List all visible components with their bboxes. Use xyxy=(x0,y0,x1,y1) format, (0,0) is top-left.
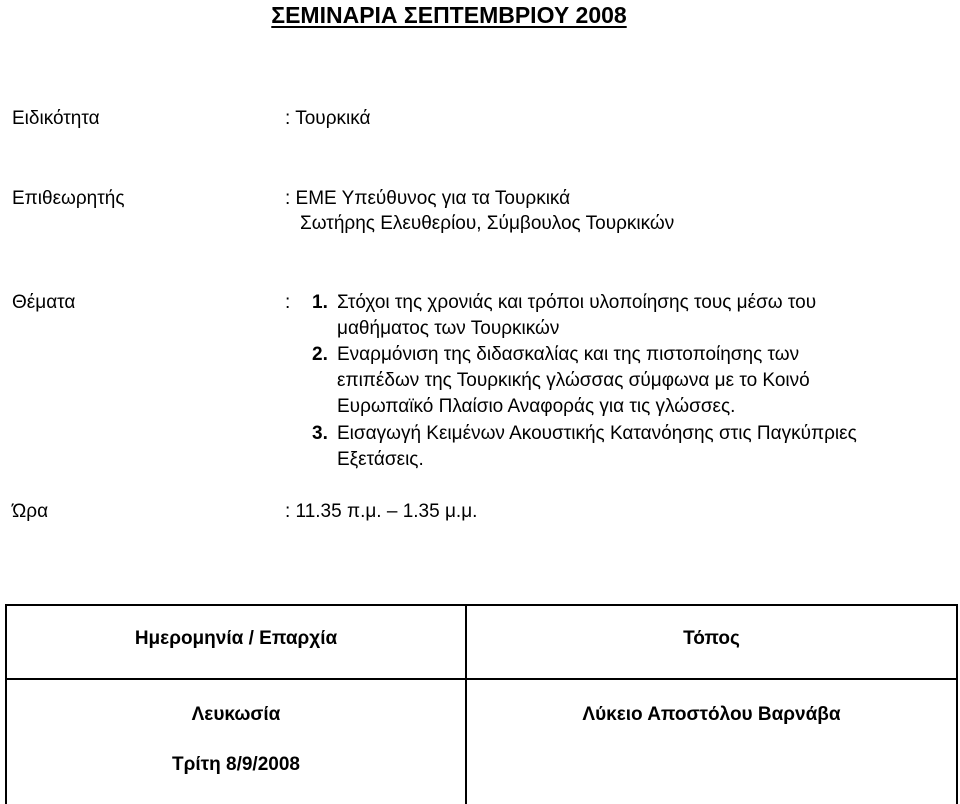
header-date-region: Ημερομηνία / Επαρχία xyxy=(134,628,338,649)
specialty-label: Ειδικότητα xyxy=(12,108,100,129)
topic-number: 2. xyxy=(312,344,328,365)
inspector-value-line1: : ΕΜΕ Υπεύθυνος για τα Τουρκικά xyxy=(285,188,571,209)
table-row-divider xyxy=(7,678,956,680)
header-place: Τόπος xyxy=(683,628,740,649)
inspector-label: Επιθεωρητής xyxy=(12,188,125,209)
topics-label: Θέματα xyxy=(12,292,76,313)
topic-text: Εξετάσεις. xyxy=(337,449,424,470)
inspector-value-line2: Σωτήρης Ελευθερίου, Σύμβουλος Τουρκικών xyxy=(300,213,675,234)
time-value: : 11.35 π.μ. – 1.35 μ.μ. xyxy=(285,501,478,522)
topic-text: Ευρωπαϊκό Πλαίσιο Αναφοράς για τις γλώσσες. xyxy=(337,396,736,417)
topic-number: 3. xyxy=(312,423,328,444)
topic-text: μαθήματος των Τουρκικών xyxy=(337,318,560,339)
topic-text: Εισαγωγή Κειμένων Ακουστικής Κατανόησης στις Παγκύπριες xyxy=(337,423,857,444)
time-label: Ώρα xyxy=(12,501,49,522)
cell-region: Λευκωσία xyxy=(191,704,281,725)
page-title: ΣΕΜΙΝΑΡΙΑ ΣΕΠΤΕΜΒΡΙΟΥ 2008 xyxy=(271,2,627,28)
topic-text: Εναρμόνιση της διδασκαλίας και της πιστοποίησης των xyxy=(337,344,800,365)
topic-number: 1. xyxy=(312,292,328,313)
topics-colon: : xyxy=(285,292,291,313)
cell-date: Τρίτη 8/9/2008 xyxy=(172,754,300,775)
topic-text: Στόχοι της χρονιάς και τρόποι υλοποίησης τους μέσω του xyxy=(337,292,817,313)
schedule-table xyxy=(5,604,958,804)
specialty-value: : Τουρκικά xyxy=(285,108,371,129)
cell-place: Λύκειο Αποστόλου Βαρνάβα xyxy=(582,704,841,725)
topic-text: επιπέδων της Τουρκικής γλώσσας σύμφωνα με το Κοινό xyxy=(337,370,810,391)
